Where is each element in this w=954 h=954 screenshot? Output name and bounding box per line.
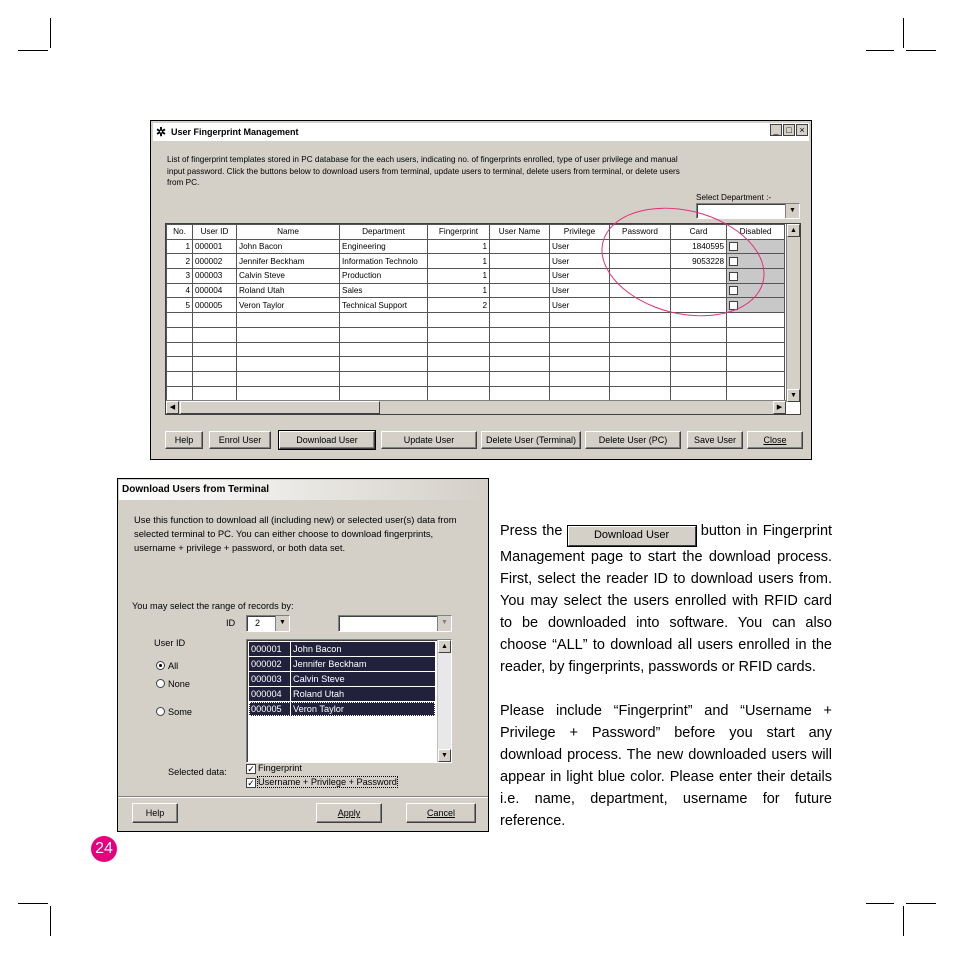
department-label: Select Department :- [696,193,772,202]
column-header[interactable]: Privilege [550,225,610,240]
crop-mark [18,50,48,51]
cell-user-id: 000003 [193,269,237,284]
list-item[interactable] [249,687,435,701]
cell-fingerprint: 1 [428,283,490,298]
cell-department: Production [340,269,428,284]
dropdown-arrow-icon[interactable]: ▼ [785,204,799,218]
save-user-button[interactable]: Save User [687,431,743,449]
crop-mark [866,903,894,904]
cell-department: Information Technolo [340,254,428,269]
dropdown-arrow-icon[interactable]: ▼ [437,616,451,631]
scroll-up-icon[interactable]: ▲ [787,224,800,237]
crop-mark [906,903,936,904]
cell-name: Roland Utah [237,283,340,298]
inline-download-user-button: Download User [568,526,696,546]
cell-privilege: User [550,269,610,284]
column-header[interactable]: Password [610,225,671,240]
fingerprint-label: Fingerprint [258,763,302,773]
divider [118,796,488,798]
cell-name: Jennifer Beckham [237,254,340,269]
minimize-icon[interactable]: _ [770,124,782,136]
empty-row [167,371,785,386]
title-buttons [770,124,808,136]
apply-button[interactable]: Apply [316,803,382,823]
empty-row [167,386,785,401]
user-list[interactable] [246,639,452,763]
cell-user-id: 000004 [193,283,237,298]
cell-username [490,239,550,254]
radio-all[interactable] [156,661,165,670]
cell-no: 3 [167,269,193,284]
cell-fingerprint: 2 [428,298,490,313]
cell-privilege: User [550,283,610,298]
cell-department: Engineering [340,239,428,254]
radio-some-option[interactable] [156,707,192,717]
help-button[interactable]: Help [165,431,203,449]
vertical-scrollbar[interactable] [786,224,800,402]
scroll-down-icon[interactable]: ▼ [787,389,800,402]
list-item-id: 000001 [251,644,282,654]
username-label: Username + Privilege + Password [258,777,397,787]
column-header[interactable]: User Name [490,225,550,240]
fingerprint-checkbox[interactable]: ✓ [247,764,255,774]
instruction-paragraph-1 [500,520,832,678]
cancel-button[interactable]: Cancel [406,803,476,823]
cell-fingerprint: 1 [428,239,490,254]
delete-user-pc-button[interactable]: Delete User (PC) [585,431,681,449]
window-description: List of fingerprint templates stored in PC database for the each users, indicating no. of fingerprints enrolled, type of user privilege and manual input password. Click the buttons below to download users from terminal, update users to terminal, delete users from terminal, or delete users from PC. [167,155,680,187]
instruction-paragraph-2: Please include “Fingerprint” and “Username + Privilege + Password” before you start any download process. The new downloaded users will appear in light blue color. Please enter their details i.e. name, department, username for future reference. [500,703,832,829]
cell-department: Technical Support [340,298,428,313]
window-title-bar [153,123,809,141]
cell-name: Veron Taylor [237,298,340,313]
cell-no: 4 [167,283,193,298]
scroll-down-icon[interactable]: ▼ [438,749,451,762]
scroll-right-icon[interactable]: ▶ [773,401,786,414]
window-title: User Fingerprint Management [171,127,299,137]
crop-mark [50,18,51,48]
radio-some-label: Some [168,707,193,717]
cell-no: 1 [167,239,193,254]
cell-fingerprint: 1 [428,254,490,269]
list-item[interactable] [249,702,435,716]
horizontal-scrollbar[interactable] [166,400,786,414]
list-item-id: 000002 [251,659,282,669]
list-item-name: Veron Taylor [290,702,344,716]
delete-user-terminal-button[interactable]: Delete User (Terminal) [481,431,581,449]
dialog-title: Download Users from Terminal [119,480,487,500]
column-header[interactable]: Disabled [727,225,785,240]
cell-name: John Bacon [237,239,340,254]
download-user-button[interactable]: Download User [279,431,375,449]
cell-card: 9053228 [671,254,727,269]
list-item[interactable] [249,657,435,671]
radio-none[interactable] [156,679,165,688]
list-scrollbar[interactable] [437,640,451,762]
terminal-id-value: 2 [255,618,261,628]
dropdown-arrow-icon[interactable]: ▼ [275,616,289,631]
crop-mark [18,903,48,904]
cell-username [490,283,550,298]
cell-fingerprint: 1 [428,269,490,284]
username-option[interactable] [246,777,397,788]
column-header[interactable]: Department [340,225,428,240]
list-item-id: 000004 [251,689,282,699]
terminal-name-select[interactable] [338,615,452,632]
selected-data-label: Selected data: [168,767,227,777]
column-header[interactable]: Fingerprint [428,225,490,240]
list-item-id: 000003 [251,674,282,684]
radio-some[interactable] [156,707,165,716]
empty-row [167,342,785,357]
cell-user-id: 000005 [193,298,237,313]
cell-privilege: User [550,298,610,313]
cell-username [490,254,550,269]
column-header[interactable]: Name [237,225,340,240]
app-gear-icon: ✲ [156,125,167,139]
terminal-id-select[interactable] [246,615,290,632]
crop-mark [50,906,51,936]
download-users-dialog [117,478,489,832]
cell-department: Sales [340,283,428,298]
p1-after: button in Fingerprint Management page to start the download process. First, select the reader ID to download users from. You may select the users enrolled with RFID card to be downloaded into software. You can also choose “ALL” to download all users enrolled in the reader, by fingerprints, passwords or RFID cards. [500,523,833,675]
close-icon[interactable]: × [796,124,808,136]
list-item-name: Jennifer Beckham [290,657,367,671]
crop-mark [903,906,904,936]
crop-mark [866,50,894,51]
cell-username [490,269,550,284]
column-header[interactable]: No. [167,225,193,240]
page-number: 24 [91,836,117,862]
column-header[interactable]: User ID [193,225,237,240]
cell-no: 5 [167,298,193,313]
crop-mark [906,50,936,51]
column-header[interactable]: Card [671,225,727,240]
maximize-icon[interactable]: □ [783,124,795,136]
scroll-thumb[interactable] [180,401,380,414]
fingerprint-option[interactable] [246,763,302,774]
cell-user-id: 000002 [193,254,237,269]
scroll-up-icon[interactable]: ▲ [438,640,451,653]
cell-privilege: User [550,254,610,269]
list-item-name: Calvin Steve [290,672,345,686]
radio-none-label: None [168,679,190,689]
cell-privilege: User [550,239,610,254]
update-user-button[interactable]: Update User [381,431,477,449]
list-item-name: John Bacon [290,642,342,656]
crop-mark [903,18,904,48]
radio-none-option[interactable] [156,679,190,689]
empty-row [167,357,785,372]
empty-row [167,327,785,342]
cell-no: 2 [167,254,193,269]
list-item[interactable] [249,642,435,656]
close-button[interactable]: Close [747,431,803,449]
radio-all-option[interactable] [156,661,178,671]
enrol-user-button[interactable]: Enrol User [209,431,271,449]
id-label: ID [226,618,236,628]
range-label: You may select the range of records by: [132,601,294,611]
user-id-label: User ID [154,638,186,648]
help-button[interactable]: Help [132,803,178,823]
scroll-left-icon[interactable]: ◀ [166,401,179,414]
username-checkbox[interactable]: ✓ [247,778,255,788]
list-item[interactable] [249,672,435,686]
cell-name: Calvin Steve [237,269,340,284]
cell-card: 1840595 [671,239,727,254]
dialog-description: Use this function to download all (including new) or selected user(s) data from selected terminal to PC. You can either choose to download fingerprints, username + privilege + password, or both data set. [134,514,457,553]
cell-user-id: 000001 [193,239,237,254]
list-item-name: Roland Utah [290,687,344,701]
p1-before: Press the [500,523,563,539]
cell-username [490,298,550,313]
list-item-id: 000005 [251,704,282,714]
radio-all-label: All [168,661,179,671]
